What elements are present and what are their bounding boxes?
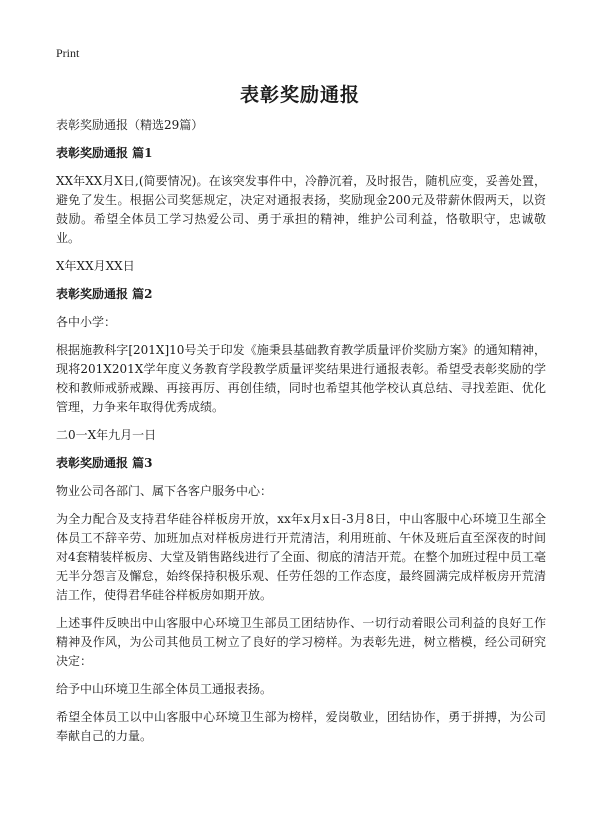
date-line: X年XX月XX日 <box>56 259 135 273</box>
date-line: 二0一X年九月一日 <box>56 428 157 442</box>
paragraph: 为全力配合及支持君华硅谷样板房开放，xx年x月x日-3月8日，中山客服中心环境卫生部全体员工不辞辛劳、加班加点对样板房进行开荒清洁，利用班前、午休及班后直至深夜的时间对4套精装样板房、大堂及销售路线进行了全面、彻底的清洁开荒。在整个加班过程中员工毫无半分怨言及懈怠，始终保持积极乐观、任劳任怨的工作态度，最终圆满完成样板房开荒清洁工作，使得君华硅谷样板房如期开放。 <box>56 512 546 602</box>
section-2 <box>56 285 546 445</box>
document-title: 表彰奖励通报 <box>239 84 360 106</box>
paragraph: XX年XX月X日,(简要情况)。在该突发事件中，冷静沉着，及时报告，随机应变，妥善处置，避免了发生。根据公司奖惩规定，决定对通报表扬，奖励现金200元及带薪休假两天，以资鼓励。希望全体员工学习热爱公司、勇于承担的精神，维护公司利益，恪敬职守，忠诚敬业。 <box>56 174 546 245</box>
document-body <box>56 116 546 755</box>
salutation: 物业公司各部门、属下各客户服务中心： <box>56 484 273 498</box>
salutation: 各中小学： <box>56 315 117 329</box>
section-3 <box>56 454 546 746</box>
section-1 <box>56 144 546 276</box>
print-link[interactable]: Print <box>56 46 80 60</box>
section-heading: 表彰奖励通报 篇1 <box>56 146 153 160</box>
paragraph: 希望全体员工以中山客服中心环境卫生部为榜样，爱岗敬业，团结协作，勇于拼搏，为公司奉献自己的力量。 <box>56 710 546 743</box>
paragraph: 给予中山环境卫生部全体员工通报表扬。 <box>56 682 273 696</box>
section-heading: 表彰奖励通报 篇3 <box>56 456 153 470</box>
paragraph: 根据施教科字[201X]10号关于印发《施秉县基础教育教学质量评价奖励方案》的通知精神，现将201X201X学年度义务教育学段教学质量评奖结果进行通报表彰。希望受表彰奖励的学校和教师戒骄戒躁、再接再厉、再创佳绩，同时也希望其他学校认真总结、寻找差距、优化管理，力争来年取得优秀成绩。 <box>56 343 546 414</box>
document-subtitle: 表彰奖励通报（精选29篇） <box>56 118 204 132</box>
section-heading: 表彰奖励通报 篇2 <box>56 287 153 301</box>
paragraph: 上述事件反映出中山客服中心环境卫生部员工团结协作、一切行动着眼公司利益的良好工作精神及作风，为公司其他员工树立了良好的学习榜样。为表彰先进，树立楷模，经公司研究决定： <box>56 616 546 668</box>
